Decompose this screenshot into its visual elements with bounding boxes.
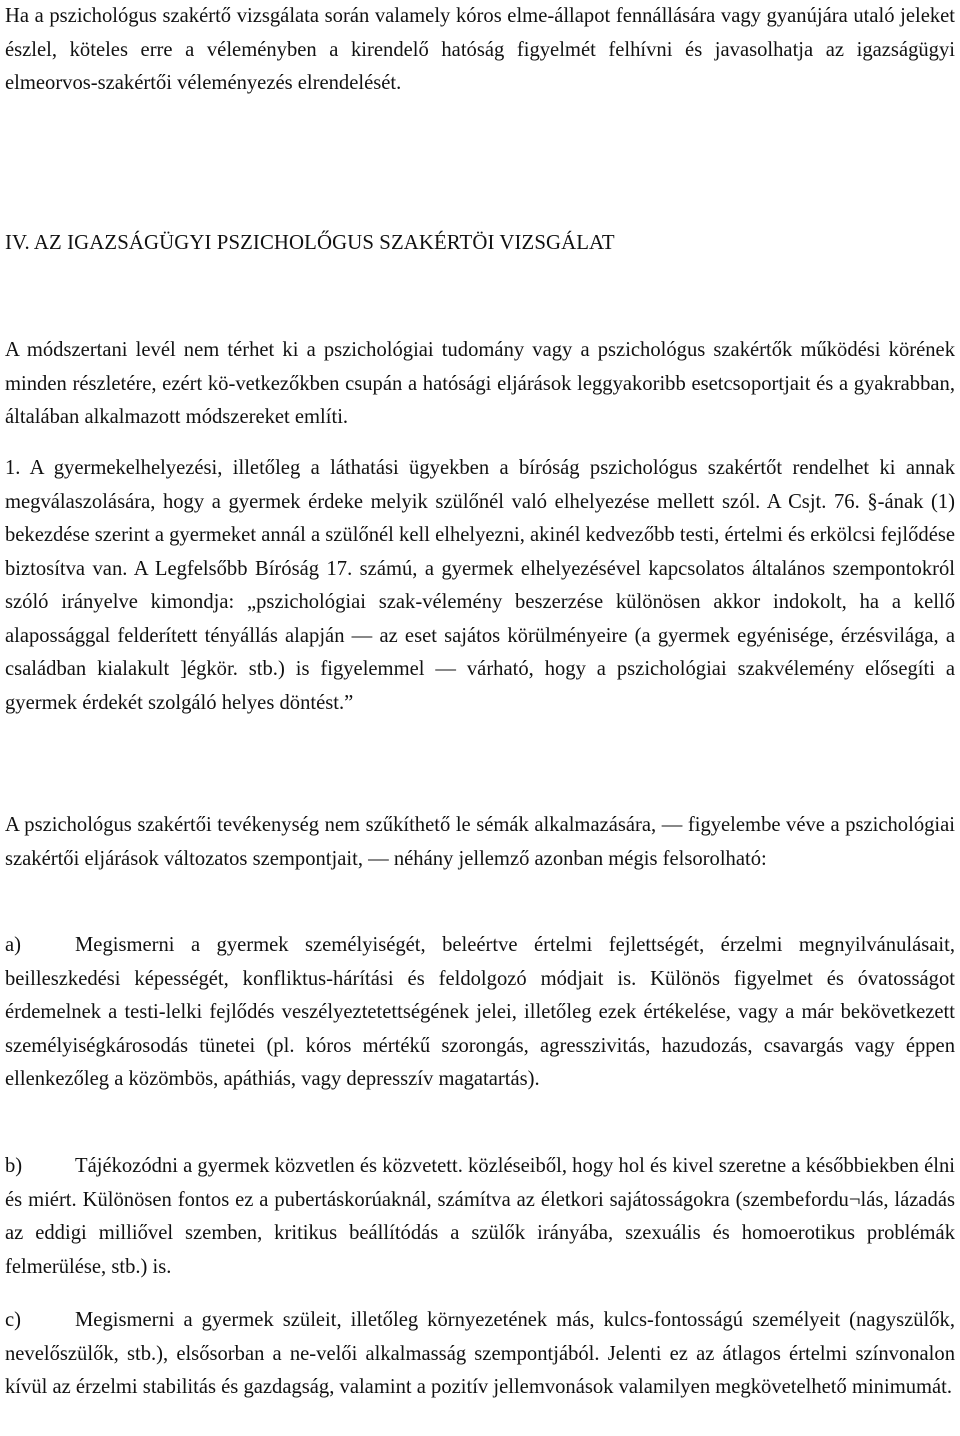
list-item-label: b) [5, 1155, 23, 1177]
list-item-label: c) [5, 1309, 21, 1331]
list-item-a [5, 929, 955, 1097]
paragraph-expert-activity: A pszichológus szakértői tevékenység nem szűkíthető le sémák alkalmazására, — figyelembe véve a pszichológiai szakértői eljárások változatos szempontjait, — néhány jellemző azonban mégis felsorolható: [5, 814, 955, 870]
list-item-text: Tájékozódni a gyermek közvetlen és közvetett. közléseiből, hogy hol és kivel szeretne a későbbiekben élni és miért. Különösen fontos ez a pubertáskorúaknál, számítva az életkori sajátosságokra (szembefordu¬lás, lázadás az eddigi milliővel szemben, kritikus beállítódás a szülők irányába, szexuális és homoerotikus problémák felmerülése, stb.) is. [5, 1155, 955, 1278]
list-item-c [5, 1304, 955, 1405]
paragraph-methodology: A módszertani levél nem térhet ki a pszichológiai tudomány vagy a pszichológus szakértők működési körének minden részletére, ezért kö-vetkezőkben csupán a hatósági eljárások leggyakoribb esetcsoportjait és a gyakrabban, általában alkalmazott módszereket említi. [5, 339, 955, 428]
list-item-label: a) [5, 934, 21, 956]
list-item-b [5, 1150, 955, 1284]
list-item-text: Megismerni a gyermek személyiségét, beleértve értelmi fejlettségét, érzelmi megnyilvánulásait, beilleszkedési képességét, konfliktus-hárítási és feldolgozó módjait is. Különös figyelmet és óvatosságot érdemelnek a testi-lelki fejlődés veszélyeztetettségének jelei, illetőleg ezek értékelése, vagy a már bekövetkezett személyiségkárosodás tünetei (pl. kóros mértékű szorongás, agresszivitás, hazudozás, csavargás vagy éppen ellenkezőleg a közömbös, apáthiás, vagy depresszív magatartás). [5, 934, 955, 1090]
list-item-text: Megismerni a gyermek szüleit, illetőleg környezetének más, kulcs-fontosságú személyeit (nagyszülők, nevelőszülők, stb.), elsősorban a ne-velői alkalmasság szempontjából. Jelenti ez az átlagos értelmi színvonalon kívül az érzelmi stabilitás és gazdagság, valamint a pozitív jellemvonások valamilyen megkövetelhető minimumát. [5, 1309, 955, 1398]
section-heading: IV. AZ IGAZSÁGÜGYI PSZICHOLŐGUS SZAKÉRTÖI VIZSGÁLAT [5, 231, 615, 254]
intro-paragraph: Ha a pszichológus szakértő vizsgálata során valamely kóros elme-állapot fennállására vagy gyanújára utaló jeleket észlel, köteles erre a véleményben a kirendelő hatóság figyelmét felhívni és javasolhatja az igazságügyi elmeorvos-szakértői véleményezés elrendelését. [5, 5, 955, 94]
paragraph-child-placement: 1. A gyermekelhelyezési, illetőleg a láthatási ügyekben a bíróság pszichológus szakértőt rendelhet ki annak megválaszolására, hogy a gyermek érdeke melyik szülőnél való elhelyezése mellett szól. A Csjt. 76. §-ának (1) bekezdése szerint a gyermeket annál a szülőnél kell elhelyezni, akinél kedvezőbb testi, értelmi és erkölcsi fejlődése biztosítva van. A Legfelsőbb Bíróság 17. számú, a gyermek elhelyezésével kapcsolatos általános szempontokról szóló irányelve kimondja: „pszichológiai szak-vélemény beszerzése különösen akkor indokolt, ha a kellő alapossággal felderített tényállás alapján — az eset sajátos körülményeire (a gyermek egyénisége, érzésvilága, a családban kialakult ]égkör. stb.) is figyelemmel — várható, hogy a pszichológiai szakvélemény elősegíti a gyermek érdekét szolgáló helyes döntést.” [5, 457, 955, 714]
